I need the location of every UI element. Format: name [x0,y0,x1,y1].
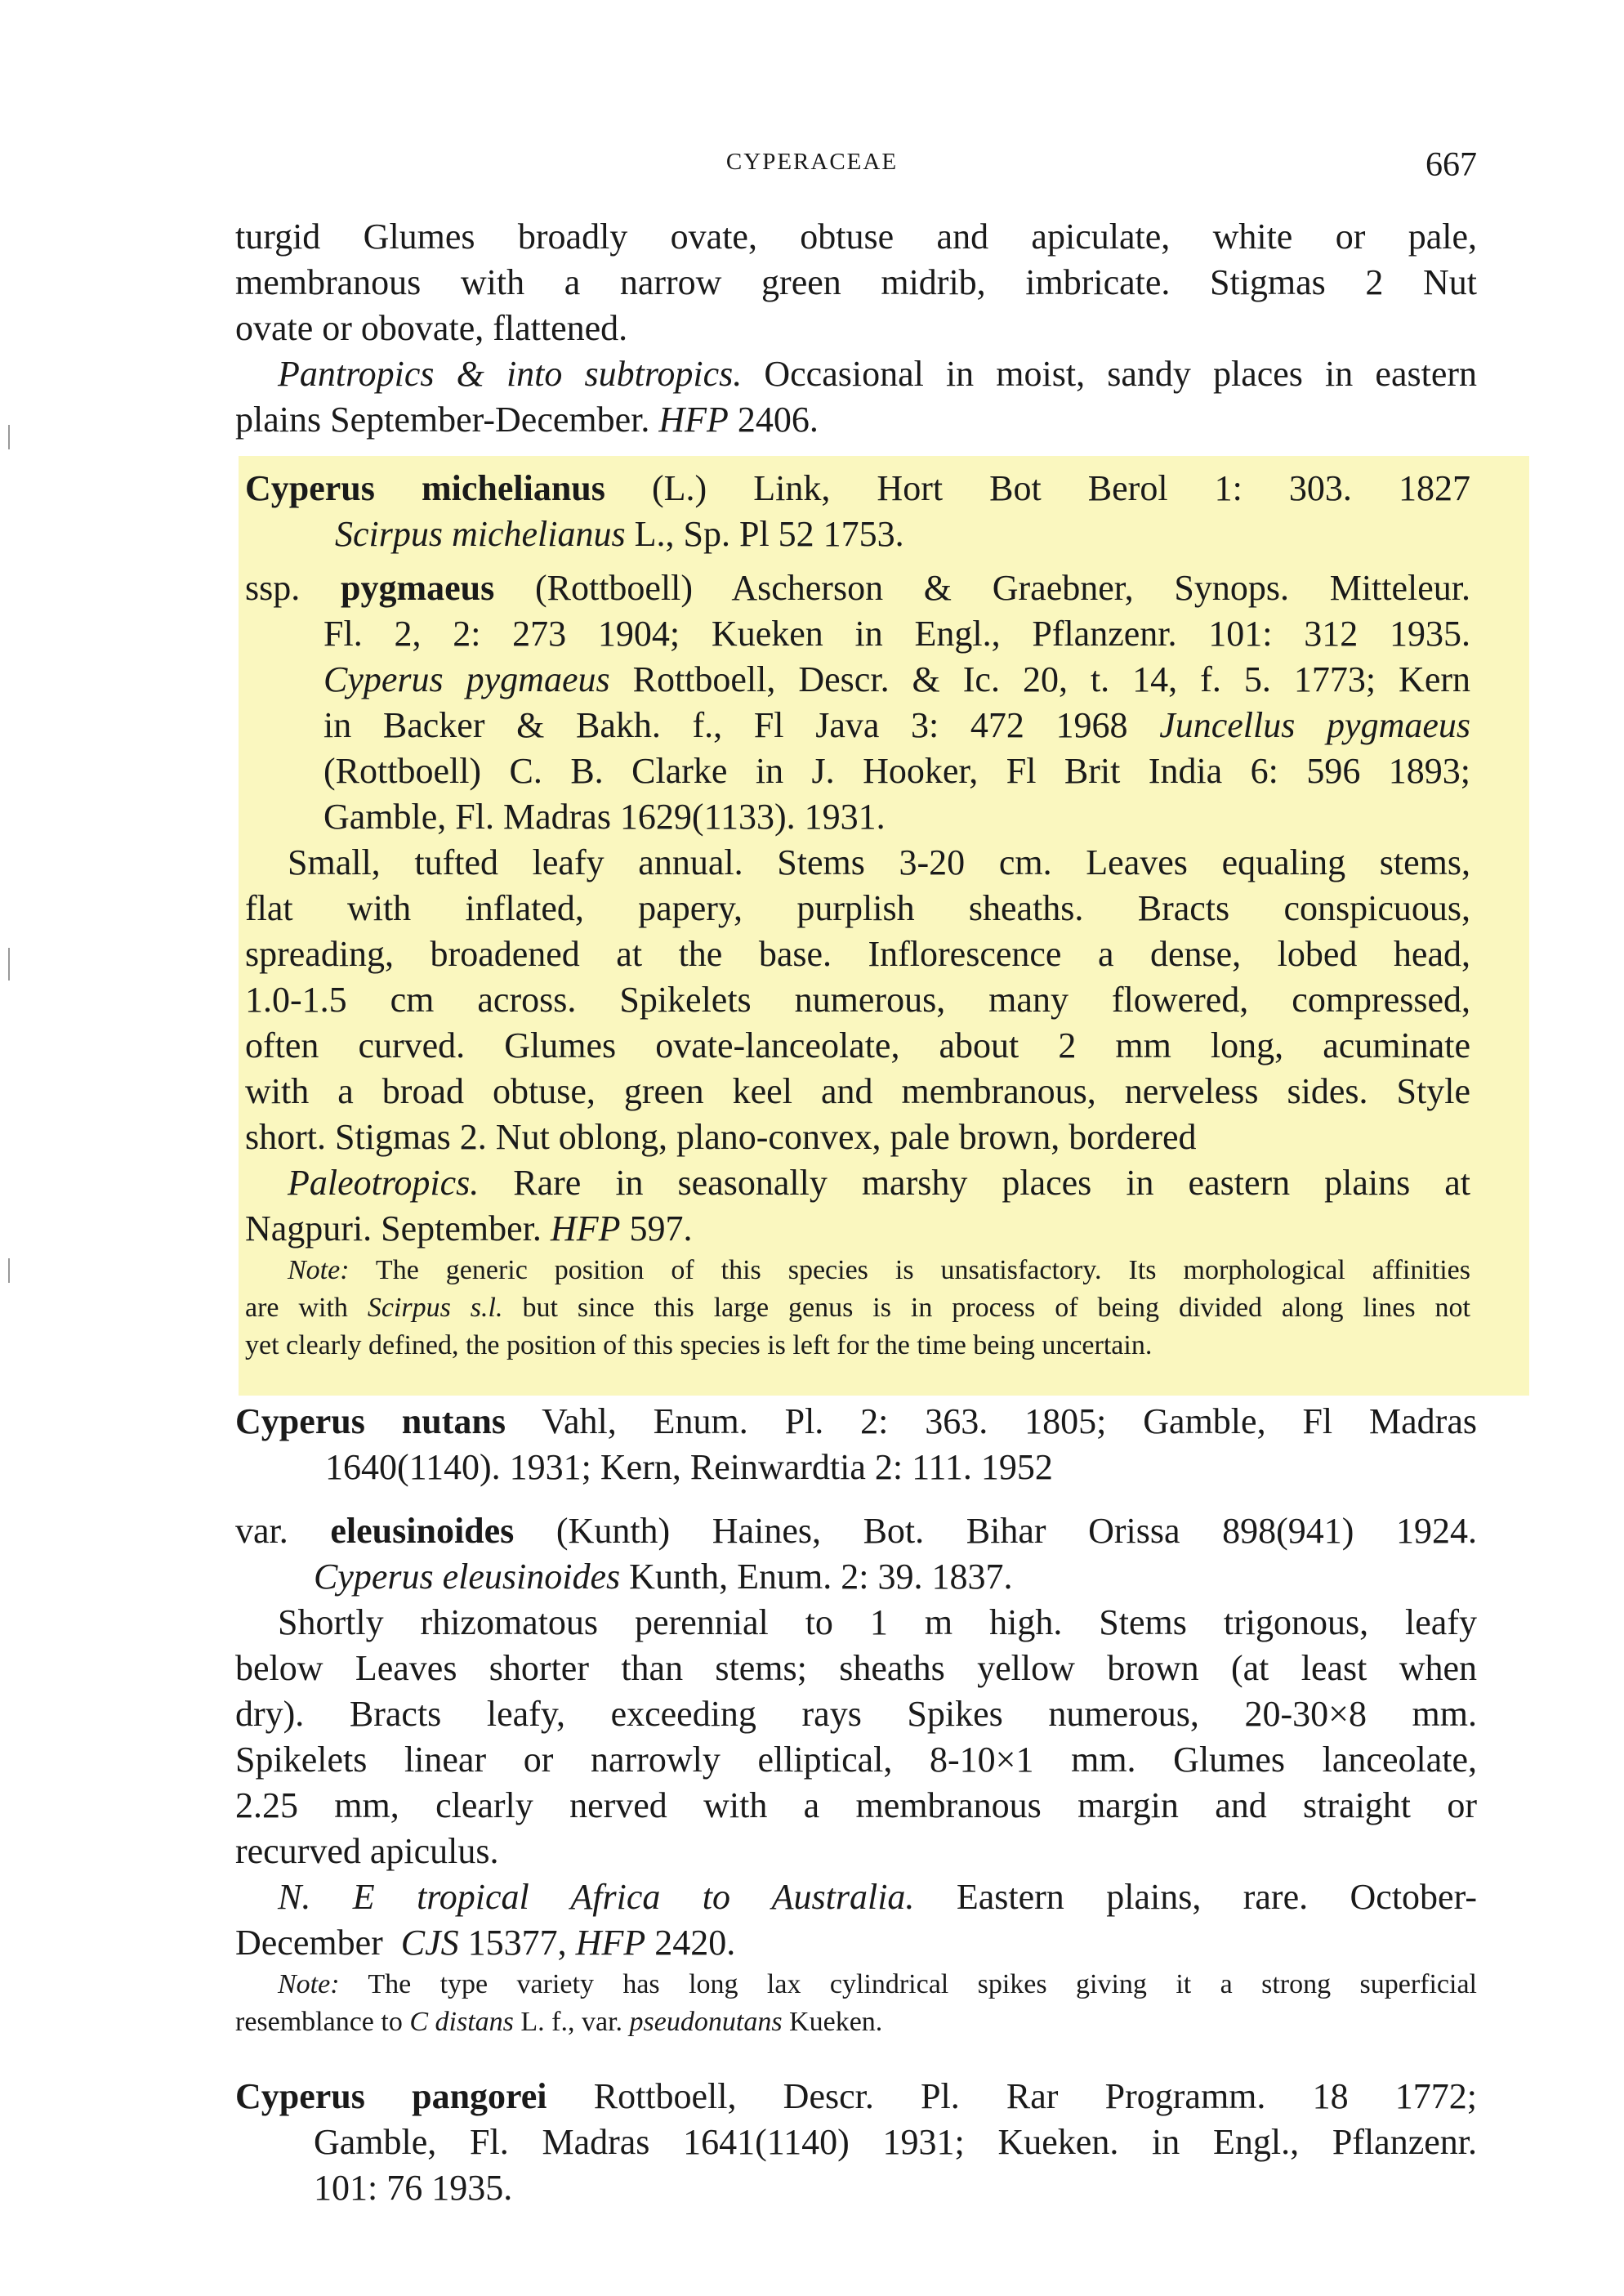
desc-line: with a broad obtuse, green keel and membranous, nerveless sides. Style [245,1071,1470,1111]
desc-line: turgid Glumes broadly ovate, obtuse and apiculate, white or pale, [235,217,1477,257]
preceding-species-block [235,214,1477,443]
note-line: yet clearly defined, the position of this species is left for the time being uncertain. [245,1330,1153,1360]
scan-margin-mark [8,1258,10,1283]
desc-line: 2.25 mm, clearly nerved with a membranous margin and straight or [235,1785,1477,1825]
running-title: CYPERACEAE [725,149,899,175]
distribution-line: Nagpuri. September. HFP 597. [245,1208,693,1249]
synonym: Scirpus michelianus [335,514,626,554]
desc-line: below Leaves shorter than stems; sheaths yellow brown (at least when [235,1648,1477,1688]
citation-line: Cyperus pygmaeus Rottboell, Descr. & Ic. 20, t. 14, f. 5. 1773; Kern [323,659,1471,699]
distribution-line: N. E tropical Africa to Australia. Eastern plains, rare. October- [278,1877,1478,1917]
collector: HFP [575,1923,646,1963]
species-heading: Cyperus pangorei Rottboell, Descr. Pl. Rar Programm. 18 1772; [235,2076,1477,2116]
rank: var. [235,1511,288,1551]
desc-line: Spikelets linear or narrowly elliptical, 8-10×1 mm. Glumes lanceolate, [235,1740,1477,1780]
desc-line: flat with inflated, papery, purplish sheaths. Bracts conspicuous, [245,888,1470,928]
species-nutans [235,1399,1477,2041]
citation-line: Fl. 2, 2: 273 1904; Kueken in Engl., Pflanzenr. 101: 312 1935. [323,614,1470,654]
species-epithet: pangorei [412,2076,547,2116]
collector: CJS [400,1923,459,1963]
distribution-line: Paleotropics. Rare in seasonally marshy places in eastern plains at [288,1163,1471,1203]
subspecies-heading: ssp. pygmaeus (Rottboell) Ascherson & Graebner, Synops. Mitteleur. [245,568,1471,608]
running-head [0,145,1624,194]
desc-line: dry). Bracts leafy, exceeding rays Spikes numerous, 20-30×8 mm. [235,1694,1477,1734]
synonym-line: Cyperus eleusinoides Kunth, Enum. 2: 39. 1837. [314,1557,1013,1597]
rank: ssp. [245,568,301,608]
citation-line: 101: 76 1935. [314,2168,513,2208]
desc-line: recurved apiculus. [235,1831,499,1871]
note-line: Note: The type variety has long lax cylindrical spikes giving it a strong superficial [278,1969,1478,1999]
note-label: Note: [288,1255,350,1285]
distribution-range: Pantropics & into subtropics. [278,354,743,394]
desc-line: 1.0-1.5 cm across. Spikelets numerous, many flowered, compressed, [245,980,1470,1020]
genus-name: Cyperus [245,468,375,508]
desc-line: Small, tufted leafy annual. Stems 3-20 cm. Leaves equaling stems, [288,842,1470,882]
collector: HFP [658,400,729,440]
synonym-line: Scirpus michelianus L., Sp. Pl 52 1753. [335,514,904,554]
citation-line: 1640(1140). 1931; Kern, Reinwardtia 2: 111. 1952 [325,1447,1053,1487]
desc-line: ovate or obovate, flattened. [235,308,628,348]
note-line: resemblance to C distans L. f., var. pseudonutans Kueken. [235,2007,883,2037]
note-line: Note: The generic position of this species is unsatisfactory. Its morphological affinities [288,1255,1470,1285]
scan-margin-mark [8,948,10,980]
species-heading [245,466,1470,511]
desc-line: short. Stigmas 2. Nut oblong, plano-convex, pale brown, bordered [245,1117,1197,1157]
distribution-range: N. E tropical Africa to Australia. [278,1877,915,1917]
genus-name: Cyperus [235,2076,365,2116]
species-michelianus [245,466,1470,1365]
variety-heading: var. eleusinoides (Kunth) Haines, Bot. Bihar Orissa 898(941) 1924. [235,1511,1478,1551]
species-epithet: michelianus [421,468,605,508]
distribution-line: plains September-December. HFP 2406. [235,400,819,440]
desc-line: membranous with a narrow green midrib, imbricate. Stigmas 2 Nut [235,262,1477,302]
page-number: 667 [1425,146,1477,184]
synonym: Cyperus eleusinoides [314,1557,621,1597]
variety-name: eleusinoides [330,1511,515,1551]
citation-line: (Rottboell) C. B. Clarke in J. Hooker, Fl Brit India 6: 596 1893; [323,751,1470,791]
note-line: are with Scirpus s.l. but since this large genus is in process of being divided along lines not [245,1293,1471,1323]
citation: (L.) Link, Hort Bot Berol 1: 303. 1827 [651,468,1470,508]
scan-margin-mark [8,425,10,449]
species-pangorei [235,2074,1477,2211]
citation-line: Gamble, Fl. Madras 1641(1140) 1931; Kueken. in Engl., Pflanzenr. [314,2122,1477,2162]
collector: HFP [550,1208,621,1249]
note-label: Note: [278,1969,340,1999]
distribution-line: December CJS 15377, HFP 2420. [235,1923,736,1963]
species-epithet: nutans [401,1401,506,1441]
citation-line: Gamble, Fl. Madras 1629(1133). 1931. [323,797,886,837]
citation-line: in Backer & Bakh. f., Fl Java 3: 472 1968 Juncellus pygmaeus [323,705,1470,745]
distribution-range: Paleotropics. [288,1163,480,1203]
species-heading: Cyperus nutans Vahl, Enum. Pl. 2: 363. 1805; Gamble, Fl Madras [235,1401,1477,1441]
distribution-line: Pantropics & into subtropics. Occasional in moist, sandy places in eastern [278,354,1477,394]
desc-line: often curved. Glumes ovate-lanceolate, about 2 mm long, acuminate [245,1025,1470,1065]
subspecies-name: pygmaeus [340,568,495,608]
desc-line: spreading, broadened at the base. Inflorescence a dense, lobed head, [245,934,1470,974]
desc-line: Shortly rhizomatous perennial to 1 m high. Stems trigonous, leafy [278,1602,1477,1642]
genus-name: Cyperus [235,1401,365,1441]
